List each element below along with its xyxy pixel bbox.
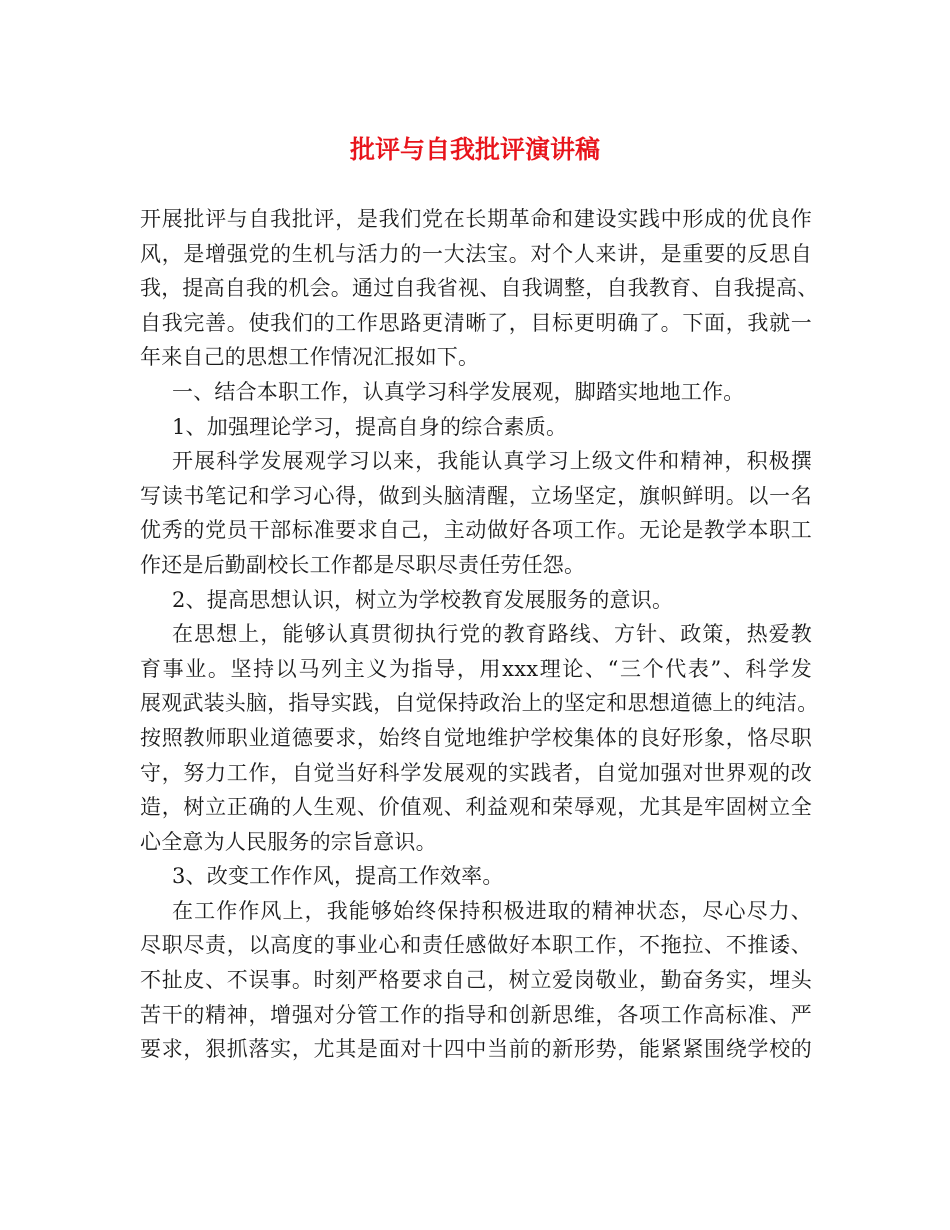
section-heading: 一、结合本职工作，认真学习科学发展观，脚踏实地地工作。 <box>172 379 745 404</box>
body-line: 作还是后勤副校长工作都是尽职尽责任劳任怨。 <box>140 552 586 577</box>
body-line: 心全意为人民服务的宗旨意识。 <box>140 829 437 854</box>
document-body <box>140 202 819 1067</box>
body-line: 尽职尽责，以高度的事业心和责任感做好本职工作，不拖拉、不推诿、 <box>140 933 812 958</box>
body-line: 苦干的精神，增强对分管工作的指导和创新思维，各项工作高标准、严 <box>140 1002 812 1027</box>
subsection-heading: 3、改变工作作风，提高工作效率。 <box>172 864 504 889</box>
body-line: 在工作作风上，我能够始终保持积极进取的精神状态，尽心尽力、 <box>172 898 812 923</box>
body-line: 优秀的党员干部标准要求自己，主动做好各项工作。无论是教学本职工 <box>140 518 812 543</box>
body-line: 按照教师职业道德要求，始终自觉地维护学校集体的良好形象，恪尽职 <box>140 725 812 750</box>
body-line: 写读书笔记和学习心得，做到头脑清醒，立场坚定，旗帜鲜明。以一名 <box>140 483 812 508</box>
body-line: 我，提高自我的机会。通过自我省视、自我调整，自我教育、自我提高、 <box>140 276 819 301</box>
body-line: 要求，狠抓落实，尤其是面对十四中当前的新形势，能紧紧围绕学校的 <box>140 1037 812 1062</box>
body-line: 展观武装头脑，指导实践，自觉保持政治上的坚定和思想道德上的纯洁。 <box>140 691 819 716</box>
body-line: 自我完善。使我们的工作思路更清晰了，目标更明确了。下面，我就一 <box>140 310 812 335</box>
body-line: 开展科学发展观学习以来，我能认真学习上级文件和精神，积极撰 <box>172 449 812 474</box>
body-line: 风，是增强党的生机与活力的一大法宝。对个人来讲，是重要的反思自 <box>140 241 812 266</box>
body-line: 开展批评与自我批评，是我们党在长期革命和建设实践中形成的优良作 <box>140 207 812 231</box>
subsection-heading: 1、加强理论学习，提高自身的综合素质。 <box>172 414 568 439</box>
body-line: 育事业。坚持以马列主义为指导，用xxx理论、“三个代表”、科学发 <box>140 656 812 681</box>
body-line: 不扯皮、不误事。时刻严格要求自己，树立爱岗敬业，勤奋务实，埋头 <box>140 968 812 993</box>
body-line: 守，努力工作，自觉当好科学发展观的实践者，自觉加强对世界观的改 <box>140 760 812 785</box>
body-line: 年来自己的思想工作情况汇报如下。 <box>140 345 480 370</box>
body-line: 在思想上，能够认真贯彻执行党的教育路线、方针、政策，热爱教 <box>172 622 812 647</box>
document-title: 批评与自我批评演讲稿 <box>349 135 600 164</box>
body-line: 造，树立正确的人生观、价值观、利益观和荣辱观，尤其是牢固树立全 <box>140 795 812 820</box>
subsection-heading: 2、提高思想认识，树立为学校教育发展服务的意识。 <box>172 587 674 612</box>
